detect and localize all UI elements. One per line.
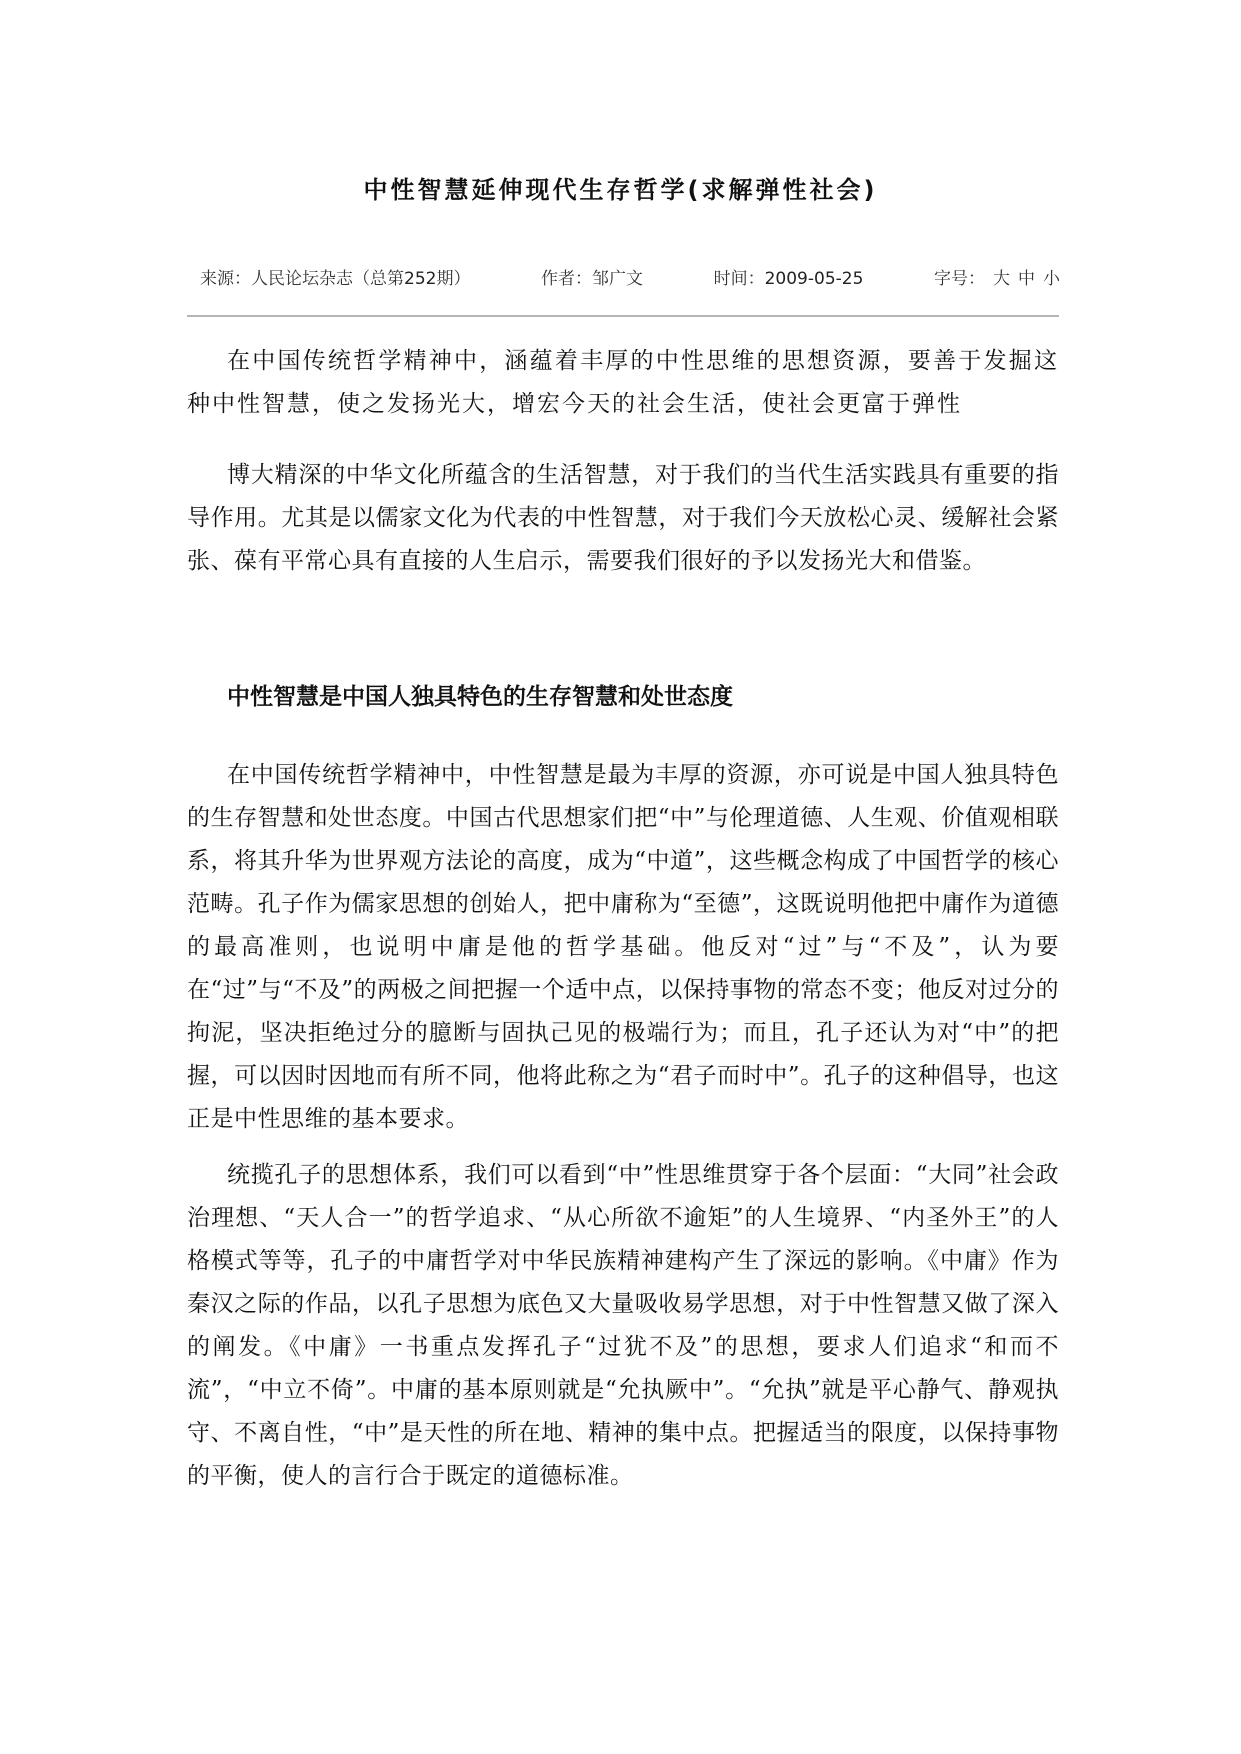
meta-author <box>541 264 643 289</box>
font-size-medium-button[interactable]: 中 <box>1017 269 1035 289</box>
publish-date: 2009-05-25 <box>764 269 864 289</box>
lead-paragraph: 在中国传统哲学精神中，涵蕴着丰厚的中性思维的思想资源，要善于发掘这种中性智慧，使之发扬光大，增宏今天的社会生活，使社会更富于弹性 <box>187 348 1059 417</box>
article-meta <box>200 264 1060 289</box>
time-label: 时间： <box>713 269 765 289</box>
source-value-suffix: 期） <box>436 269 471 289</box>
source-value: 人民论坛杂志（总第 <box>251 269 404 289</box>
source-issue: 252 <box>404 269 437 289</box>
font-size-small-button[interactable]: 小 <box>1042 269 1060 289</box>
header-divider <box>187 315 1059 317</box>
body-paragraph: 博大精深的中华文化所蕴含的生活智慧，对于我们的当代生活实践具有重要的指导作用。尤其是以儒家文化为代表的中性智慧，对于我们今天放松心灵、缓解社会紧张、葆有平常心具有直接的人生启示，需要我们很好的予以发扬光大和借鉴。 <box>187 462 1059 574</box>
author-label: 作者： <box>541 269 593 289</box>
body-paragraph: 统揽孔子的思想体系，我们可以看到“中”性思维贯穿于各个层面：“大同”社会政治理想、“天人合一”的哲学追求、“从心所欲不逾矩”的人生境界、“内圣外王”的人格模式等等，孔子的中庸哲学对中华民族精神建构产生了深远的影响。《中庸》作为秦汉之际的作品，以孔子思想为底色又大量吸收易学思想，对于中性智慧又做了深入的阐发。《中庸》一书重点发挥孔子“过犹不及”的思想，要求人们追求“和而不流”，“中立不倚”。中庸的基本原则就是“允执厥中”。“允执”就是平心静气、静观执守、不离自性，“中”是天性的所在地、精神的集中点。把握适当的限度，以保持事物的平衡，使人的言行合于既定的道德标准。 <box>187 1162 1059 1489</box>
meta-source <box>200 264 470 289</box>
source-label: 来源： <box>200 269 251 289</box>
font-size-large-button[interactable]: 大 <box>992 269 1010 289</box>
meta-font-size <box>934 264 1060 289</box>
body-paragraph: 在中国传统哲学精神中，中性智慧是最为丰厚的资源，亦可说是中国人独具特色的生存智慧和处世态度。中国古代思想家们把“中”与伦理道德、人生观、价值观相联系，将其升华为世界观方法论的高度，成为“中道”，这些概念构成了中国哲学的核心范畴。孔子作为儒家思想的创始人，把中庸称为“至德”，这既说明他把中庸作为道德的最高准则，也说明中庸是他的哲学基础。他反对“过”与“不及”，认为要在“过”与“不及”的两极之间把握一个适中点，以保持事物的常态不变；他反对过分的拘泥，坚决拒绝过分的臆断与固执己见的极端行为；而且，孔子还认为对“中”的把握，可以因时因地而有所不同，他将此称之为“君子而时中”。孔子的这种倡导，也这正是中性思维的基本要求。 <box>187 762 1059 1132</box>
author-name: 邹广文 <box>592 269 644 289</box>
section-heading: 中性智慧是中国人独具特色的生存智慧和处世态度 <box>227 684 733 710</box>
article-title: 中性智慧延伸现代生存哲学(求解弹性社会) <box>363 176 878 204</box>
meta-time <box>714 264 864 289</box>
font-size-label: 字号： <box>933 269 985 289</box>
